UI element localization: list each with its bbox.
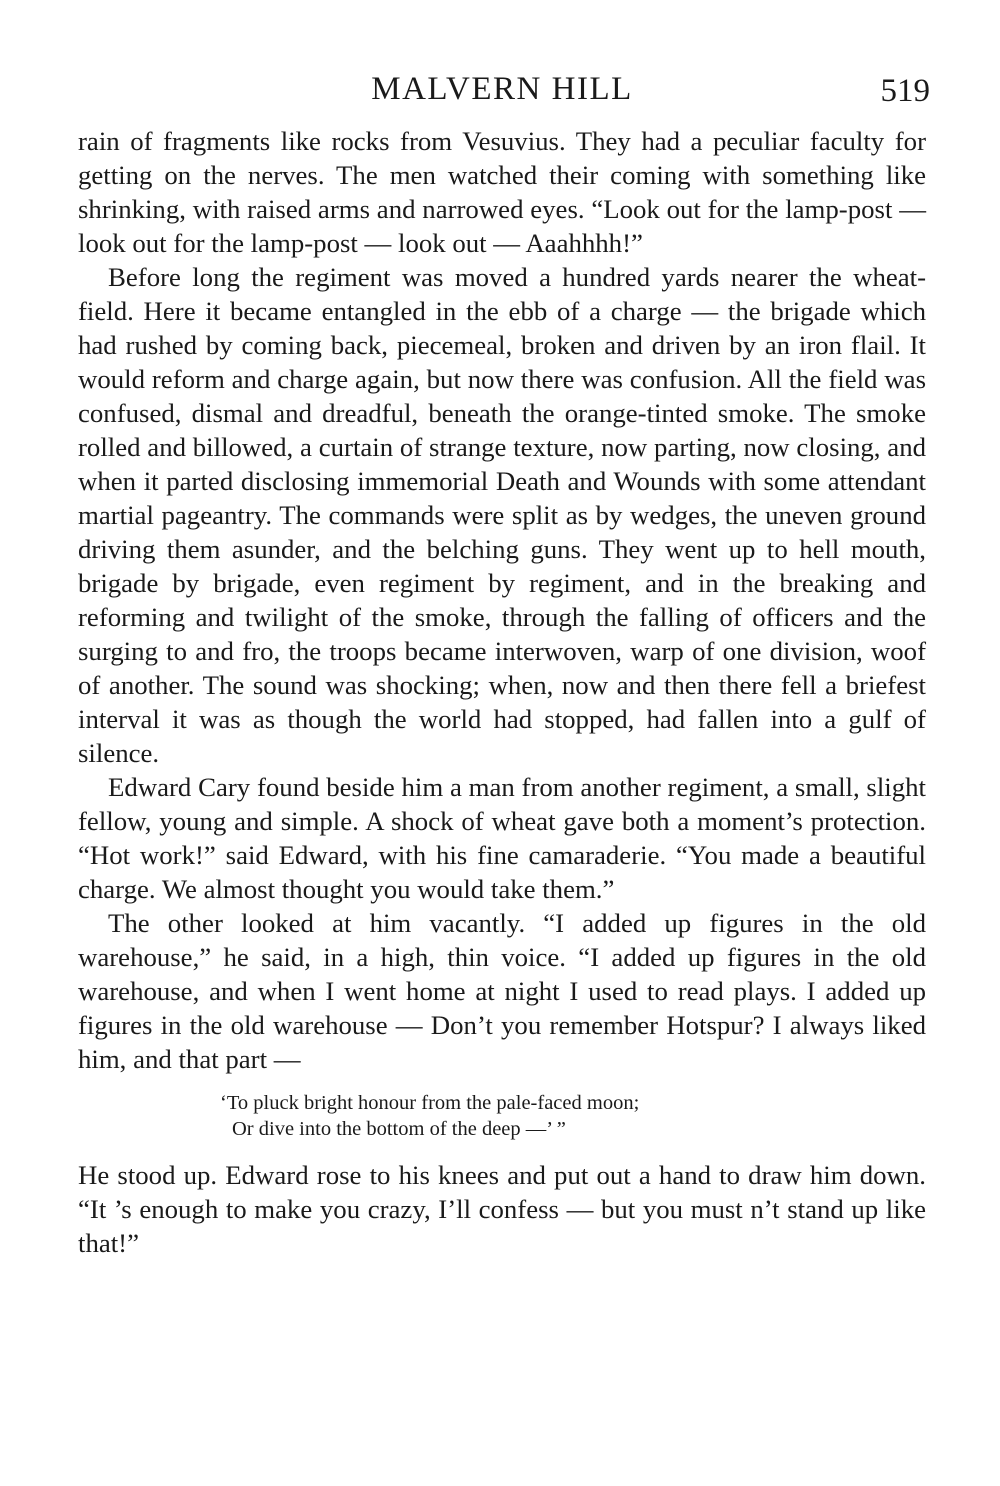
paragraph-warehouse: The other looked at him vacantly. “I added up figures in the old warehouse,” he said, in a high, thin voice. “I added up figures in the old warehouse, and when I went home at night I used to read plays. I added up figures in the old warehouse — Don’t you remember Hotspur? I always liked him, and that part — [78, 908, 926, 1074]
paragraph-closing: He stood up. Edward rose to his knees and put out a hand to draw him down. “It ’s enough to make you crazy, I’ll confess — but you must n’t stand up like that!” [78, 1160, 926, 1258]
verse-quotation [220, 1090, 926, 1142]
running-head [78, 64, 930, 114]
paragraph-edward-cary: Edward Cary found beside him a man from another regiment, a small, slight fellow, young and simple. A shock of wheat gave both a moment’s protection. “Hot work!” said Edward, with his fine camaraderie. “You made a beautiful charge. We almost thought you would take them.” [78, 772, 926, 904]
chapter-title: MALVERN HILL [371, 71, 633, 107]
paragraph-continued: rain of fragments like rocks from Vesuvius. They had a peculiar faculty for getting on the nerves. The men watched their coming with something like shrinking, with raised arms and narrowed eyes. “Look out for the lamp-post — look out for the lamp-post — look out — Aaahhhh!” [78, 126, 926, 258]
paragraph-wheat-field: Before long the regiment was moved a hundred yards nearer the wheat-field. Here it became entangled in the ebb of a charge — the brigade which had rushed by coming back, piecemeal, broken and driven by an iron flail. It would reform and charge again, but now there was confusion. All the field was confused, dismal and dreadful, beneath the orange-tinted smoke. The smoke rolled and billowed, a curtain of strange texture, now parting, now closing, and when it parted disclosing immemorial Death and Wounds with some attendant martial pageantry. The commands were split as by wedges, the uneven ground driving them asunder, and the belching guns. They went up to hell mouth, brigade by brigade, even regiment by regiment, and in the breaking and reforming and twilight of the smoke, through the falling of officers and the surging to and fro, the troops became interwoven, warp of one division, woof of another. The sound was shocking; when, now and then there fell a briefest interval it was as though the world had stopped, had fallen into a gulf of silence. [78, 262, 926, 768]
verse-line: Or dive into the bottom of the deep —’ ” [232, 1118, 566, 1140]
body-text [78, 124, 926, 1260]
book-page [78, 64, 930, 1260]
verse-line: ‘To pluck bright honour from the pale-faced moon; [220, 1092, 640, 1114]
page-number: 519 [880, 73, 930, 109]
